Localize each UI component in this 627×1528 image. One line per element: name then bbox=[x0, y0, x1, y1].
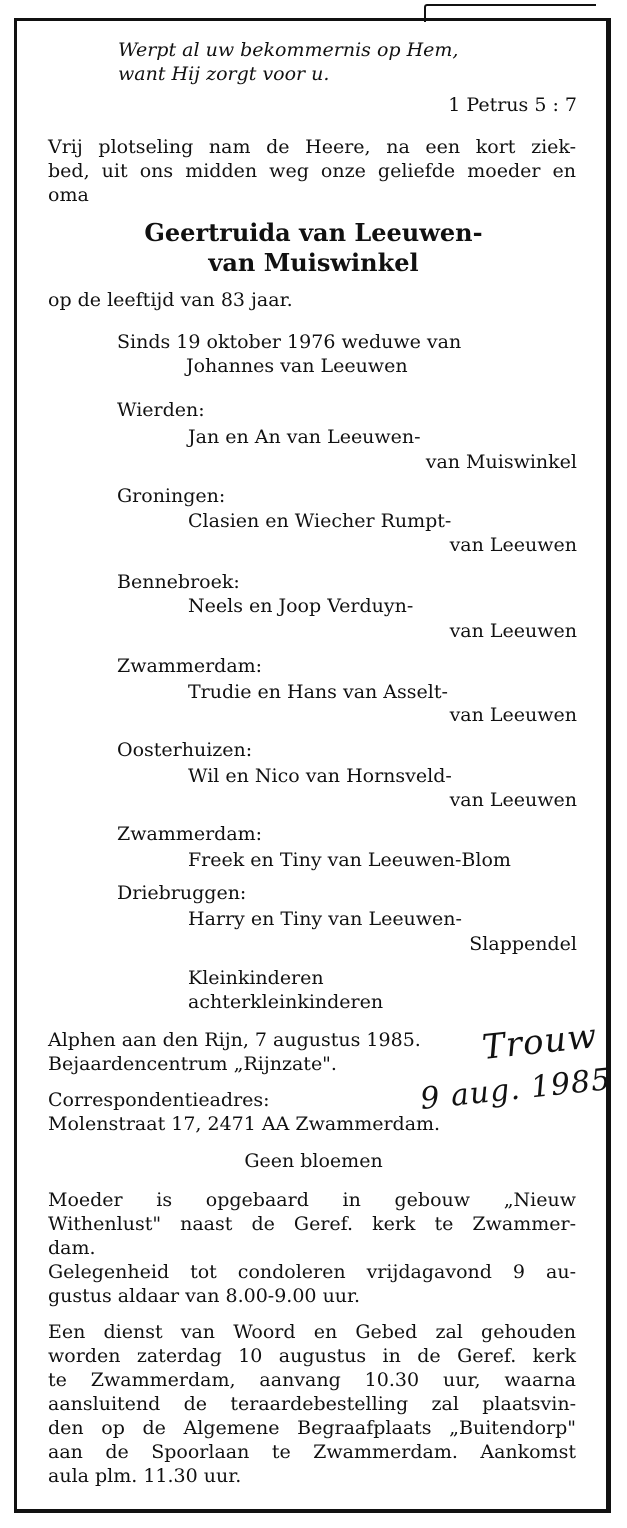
no-flowers-notice: Geen bloemen bbox=[244, 1150, 383, 1172]
service-line-3: te Zwammerdam, aanvang 10.30 uur, waarna bbox=[48, 1369, 576, 1391]
service-line-5: den op de Algemene Begraafplaats „Buitendorp" bbox=[48, 1417, 576, 1439]
correspondence-address: Molenstraat 17, 2471 AA Zwammerdam. bbox=[48, 1113, 441, 1135]
widow-line-1: Sinds 19 oktober 1976 weduwe van bbox=[117, 331, 462, 353]
viewing-line-1: Moeder is opgebaard in gebouw „Nieuw bbox=[48, 1189, 576, 1211]
family-names-line-2: van Leeuwen bbox=[449, 534, 577, 556]
family-names-line-2: van Muiswinkel bbox=[425, 451, 577, 473]
deceased-name-line-1: Geertruida van Leeuwen- bbox=[144, 218, 483, 247]
family-place: Wierden: bbox=[117, 399, 205, 421]
service-line-7: aula plm. 11.30 uur. bbox=[48, 1465, 242, 1487]
family-names-line-1: Jan en An van Leeuwen- bbox=[188, 426, 421, 448]
family-names-line-1: Harry en Tiny van Leeuwen- bbox=[188, 908, 462, 930]
family-place: Zwammerdam: bbox=[117, 655, 263, 677]
family-names-line-1: Freek en Tiny van Leeuwen-Blom bbox=[188, 849, 511, 871]
family-names-line-2: Slappendel bbox=[469, 933, 577, 955]
motto-line-1: Werpt al uw bekommernis op Hem, bbox=[118, 39, 459, 61]
service-line-6: aan de Spoorlaan te Zwammerdam. Aankomst bbox=[48, 1441, 576, 1463]
intro-line-3: oma bbox=[48, 184, 89, 206]
family-names-line-1: Clasien en Wiecher Rumpt- bbox=[188, 510, 452, 532]
family-place: Zwammerdam: bbox=[117, 823, 263, 845]
viewing-line-2: Withenlust" naast de Geref. kerk te Zwammer- bbox=[48, 1213, 576, 1235]
family-names-line-1: Wil en Nico van Hornsveld- bbox=[188, 765, 452, 787]
family-names-line-2: van Leeuwen bbox=[449, 704, 577, 726]
grandchildren-line-2: achterkleinkinderen bbox=[188, 991, 384, 1013]
family-names-line-1: Trudie en Hans van Asselt- bbox=[188, 681, 448, 703]
intro-line-1: Vrij plotseling nam de Heere, na een kort ziek- bbox=[48, 136, 576, 158]
service-line-4: aansluitend de teraardebestelling zal plaatsvin- bbox=[48, 1393, 576, 1415]
family-place: Bennebroek: bbox=[117, 571, 240, 593]
viewing-line-5: gustus aldaar van 8.00-9.00 uur. bbox=[48, 1285, 361, 1307]
viewing-line-3: dam. bbox=[48, 1237, 96, 1259]
family-place: Oosterhuizen: bbox=[117, 739, 253, 761]
family-place: Groningen: bbox=[117, 485, 226, 507]
service-line-2: worden zaterdag 10 augustus in de Geref. kerk bbox=[48, 1345, 576, 1367]
bible-reference: 1 Petrus 5 : 7 bbox=[448, 94, 577, 116]
family-names-line-2: van Leeuwen bbox=[449, 620, 577, 642]
family-names-line-1: Neels en Joop Verduyn- bbox=[188, 595, 414, 617]
motto-line-2: want Hij zorgt voor u. bbox=[118, 63, 330, 85]
service-line-1: Een dienst van Woord en Gebed zal gehouden bbox=[48, 1321, 576, 1343]
family-place: Driebruggen: bbox=[117, 882, 247, 904]
grandchildren-line-1: Kleinkinderen bbox=[188, 967, 324, 989]
location-line-1: Alphen aan den Rijn, 7 augustus 1985. bbox=[48, 1029, 421, 1051]
viewing-line-4: Gelegenheid tot condoleren vrijdagavond 9 au- bbox=[48, 1261, 576, 1283]
intro-line-2: bed, uit ons midden weg onze geliefde moeder en bbox=[48, 160, 576, 182]
handwritten-date-note: 9 aug. 1985 bbox=[418, 1062, 613, 1117]
widow-line-2: Johannes van Leeuwen bbox=[186, 355, 408, 377]
handwritten-newspaper-note: Trouw bbox=[480, 1016, 600, 1068]
deceased-name-line-2: van Muiswinkel bbox=[208, 248, 419, 277]
correspondence-label: Correspondentieadres: bbox=[48, 1089, 270, 1111]
deceased-age: op de leeftijd van 83 jaar. bbox=[48, 289, 293, 311]
family-names-line-2: van Leeuwen bbox=[449, 789, 577, 811]
location-line-2: Bejaardencentrum „Rijnzate". bbox=[48, 1053, 337, 1075]
